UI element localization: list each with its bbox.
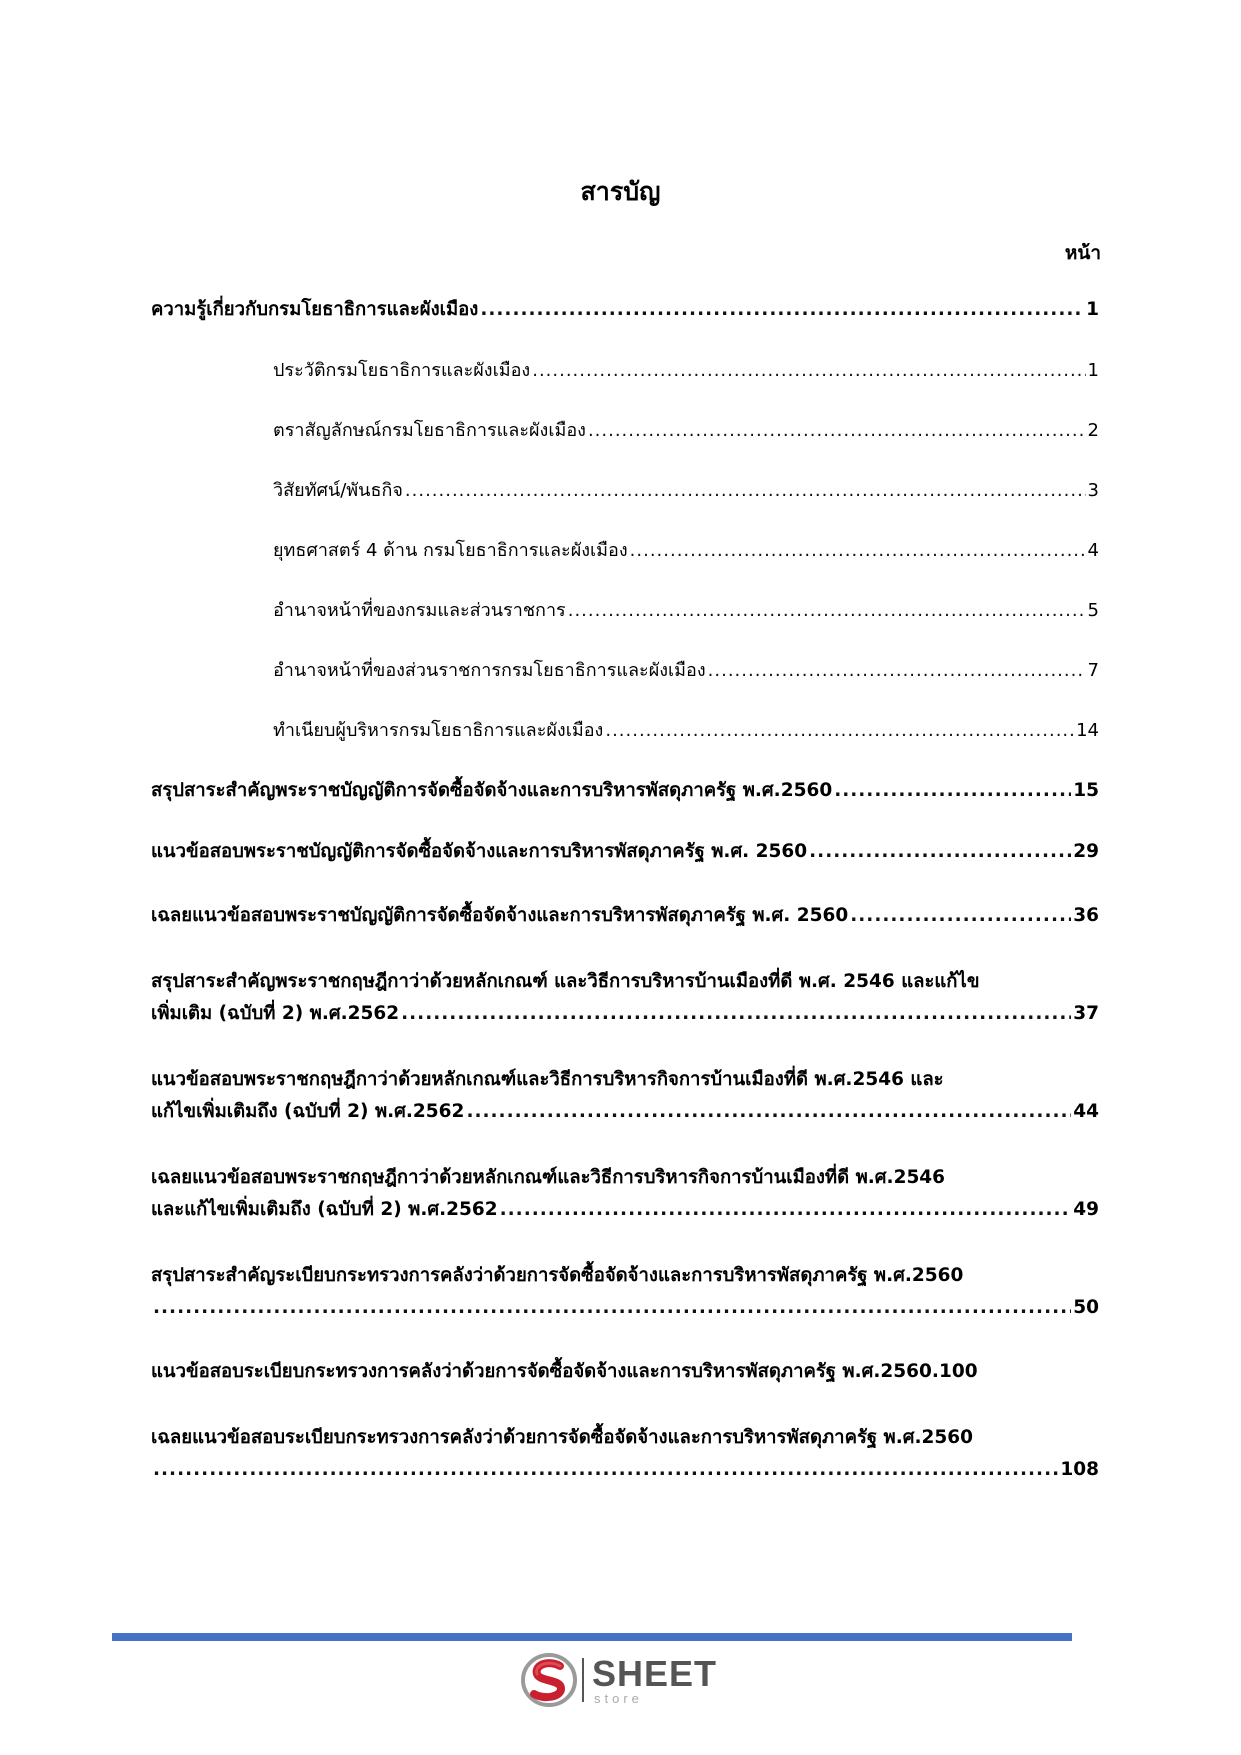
table-of-contents [151, 295, 1099, 1519]
dot-leader [834, 776, 1071, 806]
toc-entry-page: 5 [1087, 600, 1099, 621]
toc-entry-title: อำนาจหน้าที่ของกรมและส่วนราชการ [273, 600, 566, 621]
toc-subentry[interactable] [151, 716, 1099, 746]
toc-entry[interactable] [151, 776, 1099, 806]
dot-leader [588, 416, 1086, 446]
toc-entry-page: 49 [1073, 1199, 1099, 1220]
toc-subentry[interactable] [151, 596, 1099, 626]
logo-word: SHEET [592, 1652, 718, 1694]
toc-entry-page: 3 [1087, 480, 1099, 501]
toc-entry-page: 108 [1060, 1459, 1099, 1480]
footer-rule [112, 1633, 1072, 1641]
dot-leader [850, 901, 1071, 931]
toc-entry-page: 7 [1087, 660, 1099, 681]
dot-leader [809, 837, 1071, 867]
toc-entry[interactable] [151, 1161, 1099, 1225]
toc-entry[interactable] [151, 295, 1099, 325]
dot-leader [568, 596, 1086, 626]
page-column-label: หน้า [1064, 242, 1101, 264]
toc-entry-title: แนวข้อสอบระเบียบกระทรวงการคลังว่าด้วยการจัดซื้อจัดจ้างและการบริหารพัสดุภาครัฐ พ.ศ.2560. [151, 1361, 939, 1382]
toc-entry-title: ตราสัญลักษณ์กรมโยธาธิการและผังเมือง [273, 420, 586, 441]
toc-entry-title-line1: เฉลยแนวข้อสอบพระราชกฤษฎีกาว่าด้วยหลักเกณฑ์และวิธีการบริหารกิจการบ้านเมืองที่ดี พ.ศ.2546 [151, 1167, 946, 1188]
toc-entry[interactable] [151, 1421, 1099, 1485]
toc-entry-title: เพิ่มเติม (ฉบับที่ 2) พ.ศ.2562 [151, 1003, 400, 1024]
logo-text [592, 1652, 718, 1706]
toc-entry-page: 44 [1073, 1101, 1099, 1122]
toc-entry-page: 1 [1087, 360, 1099, 381]
toc-entry-title: สรุปสาระสำคัญพระราชบัญญัติการจัดซื้อจัดจ้างและการบริหารพัสดุภาครัฐ พ.ศ.2560 [151, 780, 833, 801]
dot-leader [405, 476, 1086, 506]
toc-entry[interactable] [151, 837, 1099, 867]
toc-entry-page: 36 [1073, 905, 1099, 926]
dot-leader [480, 295, 1084, 325]
logo-subword: store [594, 1690, 643, 1706]
toc-entry-page: 4 [1087, 540, 1099, 561]
footer-logo [520, 1652, 740, 1708]
toc-entry[interactable] [151, 901, 1099, 931]
toc-entry-page: 100 [938, 1361, 978, 1382]
toc-entry-title: ยุทธศาสตร์ 4 ด้าน กรมโยธาธิการและผังเมือง [273, 540, 628, 561]
toc-subentry[interactable] [151, 656, 1099, 686]
toc-subentry[interactable] [151, 416, 1099, 446]
toc-subentry[interactable] [151, 536, 1099, 566]
toc-subentry[interactable] [151, 476, 1099, 506]
toc-entry-title: และแก้ไขเพิ่มเติมถึง (ฉบับที่ 2) พ.ศ.2562 [151, 1199, 498, 1220]
toc-subentry[interactable] [151, 356, 1099, 386]
toc-entry-title: ความรู้เกี่ยวกับกรมโยธาธิการและผังเมือง [151, 299, 479, 320]
toc-entry-title: อำนาจหน้าที่ของส่วนราชการกรมโยธาธิการและผังเมือง [273, 660, 706, 681]
toc-entry[interactable] [151, 1063, 1099, 1127]
toc-entry-page: 1 [1086, 299, 1099, 320]
toc-entry-title-line1: เฉลยแนวข้อสอบระเบียบกระทรวงการคลังว่าด้วยการจัดซื้อจัดจ้างและการบริหารพัสดุภาครัฐ พ.ศ.2560 [151, 1427, 974, 1448]
logo-separator [582, 1658, 584, 1702]
dot-leader [532, 356, 1085, 386]
toc-entry[interactable] [151, 965, 1099, 1029]
dot-leader [708, 656, 1086, 686]
toc-entry-title-line1: แนวข้อสอบพระราชกฤษฎีกาว่าด้วยหลักเกณฑ์และวิธีการบริหารกิจการบ้านเมืองที่ดี พ.ศ.2546 และ [151, 1069, 944, 1090]
dot-leader [401, 999, 1071, 1029]
toc-entry-page: 50 [1073, 1297, 1099, 1318]
sheet-store-logo-icon [520, 1652, 578, 1708]
dot-leader [500, 1195, 1072, 1225]
toc-entry-title: แนวข้อสอบพระราชบัญญัติการจัดซื้อจัดจ้างและการบริหารพัสดุภาครัฐ พ.ศ. 2560 [151, 841, 808, 862]
toc-entry[interactable] [151, 1357, 1099, 1387]
toc-entry-title: ทำเนียบผู้บริหารกรมโยธาธิการและผังเมือง [273, 720, 604, 741]
toc-entry-title-line1: สรุปสาระสำคัญพระราชกฤษฎีกาว่าด้วยหลักเกณฑ์ และวิธีการบริหารบ้านเมืองที่ดี พ.ศ. 2546 และแก้ไข [151, 971, 980, 992]
toc-entry-page: 37 [1073, 1003, 1099, 1024]
toc-entry-page: 14 [1076, 720, 1099, 741]
dot-leader [630, 536, 1086, 566]
toc-entry-title: ประวัติกรมโยธาธิการและผังเมือง [273, 360, 531, 381]
toc-entry-title: วิสัยทัศน์/พันธกิจ [273, 480, 403, 501]
toc-entry-page: 2 [1087, 420, 1099, 441]
toc-entry-title: เฉลยแนวข้อสอบพระราชบัญญัติการจัดซื้อจัดจ้างและการบริหารพัสดุภาครัฐ พ.ศ. 2560 [151, 905, 849, 926]
page-title: สารบัญ [580, 177, 661, 206]
toc-entry-page: 29 [1073, 841, 1099, 862]
dot-leader [605, 716, 1074, 746]
toc-entry-title-line1: สรุปสาระสำคัญระเบียบกระทรวงการคลังว่าด้วยการจัดซื้อจัดจ้างและการบริหารพัสดุภาครัฐ พ.ศ.2560 [151, 1265, 964, 1286]
dot-leader [153, 1293, 1071, 1323]
toc-entry-title: แก้ไขเพิ่มเติมถึง (ฉบับที่ 2) พ.ศ.2562 [151, 1101, 465, 1122]
toc-entry[interactable] [151, 1259, 1099, 1323]
toc-entry-page: 15 [1073, 780, 1099, 801]
dot-leader [466, 1097, 1071, 1127]
dot-leader [153, 1455, 1058, 1485]
